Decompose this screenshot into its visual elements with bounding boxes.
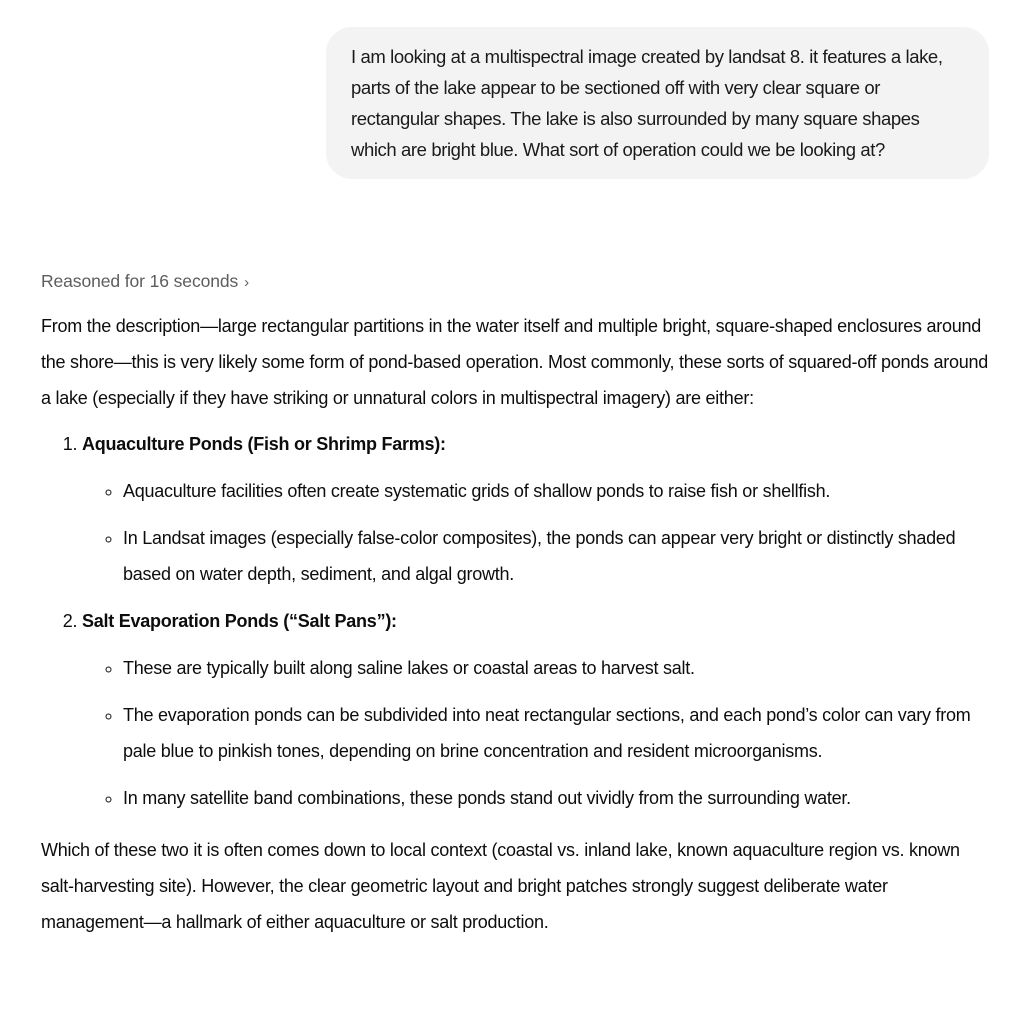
- reasoning-toggle[interactable]: [41, 271, 249, 292]
- bullet-item: ◦ Aquaculture facilities often create systematic grids of shallow ponds to raise fish or shellfish.: [123, 473, 993, 509]
- bullet-item: ◦ The evaporation ponds can be subdivided into neat rectangular sections, and each pond’s color can vary from pale blue to pinkish tones, depending on brine concentration and resident microorganisms.: [123, 697, 993, 769]
- user-message-bubble: I am looking at a multispectral image created by landsat 8. it features a lake, parts of the lake appear to be sectioned off with very clear square or rectangular shapes. The lake is also surrounded by many square shapes which are bright blue. What sort of operation could we be looking at?: [326, 27, 989, 179]
- assistant-response: [41, 308, 993, 940]
- item-heading: Salt Evaporation Ponds (“Salt Pans”):: [82, 611, 397, 631]
- list-item: [82, 603, 993, 816]
- bullet-item: ◦ In many satellite band combinations, these ponds stand out vividly from the surrounding water.: [123, 780, 993, 816]
- chevron-right-icon: ›: [244, 274, 250, 291]
- list-item: [82, 426, 993, 592]
- bullet-item: ◦ These are typically built along saline lakes or coastal areas to harvest salt.: [123, 650, 993, 686]
- item-heading: Aquaculture Ponds (Fish or Shrimp Farms):: [82, 434, 446, 454]
- reasoning-label: Reasoned for 16 seconds: [41, 271, 239, 291]
- intro-paragraph: From the description—large rectangular partitions in the water itself and multiple bright, square-shaped enclosures around the shore—this is very likely some form of pond-based operation. Most commonly, these sorts of squared-off ponds around a lake (especially if they have striking or unnatural colors in multispectral imagery) are either:: [41, 316, 989, 408]
- bullet-item: ◦ In Landsat images (especially false-color composites), the ponds can appear very bright or distinctly shaded based on water depth, sediment, and algal growth.: [123, 520, 993, 592]
- closing-paragraph: Which of these two it is often comes down to local context (coastal vs. inland lake, known aquaculture region vs. known salt-harvesting site). However, the clear geometric layout and bright patches strongly suggest deliberate water management—a hallmark of either aquaculture or salt production.: [41, 840, 960, 932]
- options-list: [41, 426, 993, 816]
